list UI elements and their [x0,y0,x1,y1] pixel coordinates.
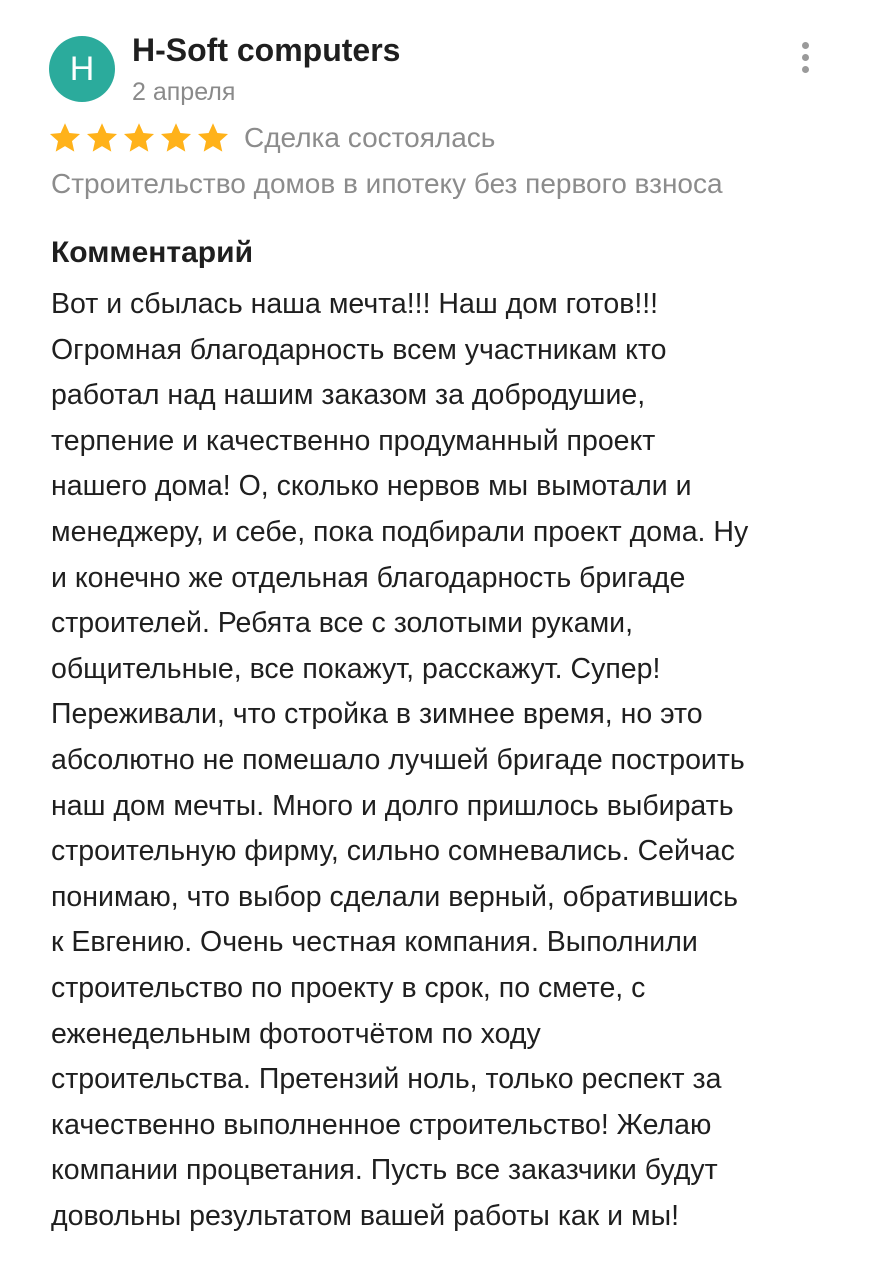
star-icon [48,121,82,155]
comment-line: еженедельным фотоотчётом по ходу [51,1017,541,1050]
comment-line: Переживали, что стройка в зимнее время, но это [51,698,703,731]
comment-line: строительство по проекту в срок, по смете, с [51,971,646,1004]
comment-line: компании процветания. Пусть все заказчики будут [51,1154,718,1187]
comment-line: к Евгению. Очень честная компания. Выполнили [51,926,698,959]
deal-status: Сделка состоялась [244,122,496,153]
star-rating [48,121,230,155]
star-icon [196,121,230,155]
more-options-button[interactable] [788,38,822,76]
comment-line: строителей. Ребята все с золотыми руками, [51,607,633,640]
comment-line: абсолютно не помешало лучшей бригаде построить [51,743,745,776]
rating-row [48,119,495,157]
comment-heading: Комментарий [51,236,254,269]
comment-line: довольны результатом вашей работы как и мы! [51,1199,679,1232]
comment-line: качественно выполненное строительство! Желаю [51,1108,712,1141]
comment-line: менеджеру, и себе, пока подбирали проект дома. Ну [51,515,749,548]
review-date: 2 апреля [132,78,236,106]
avatar[interactable]: H [49,36,115,102]
comment-line: Огромная благодарность всем участникам кто [51,333,667,366]
star-icon [122,121,156,155]
star-icon [159,121,193,155]
comment-line: наш дом мечты. Много и долго пришлось выбирать [51,789,734,822]
comment-line: нашего дома! О, сколько нервов мы вымотали и [51,470,692,503]
comment-line: и конечно же отдельная благодарность бригаде [51,561,686,594]
more-vertical-icon [802,42,809,49]
comment-line: терпение и качественно продуманный проект [51,424,656,457]
comment-line: строительную фирму, сильно сомневались. Сейчас [51,835,735,868]
comment-text [51,282,851,1239]
comment-line: Вот и сбылась наша мечта!!! Наш дом готов!!! [51,288,659,320]
author-name[interactable]: H-Soft computers [132,32,401,68]
comment-line: понимаю, что выбор сделали верный, обратившись [51,880,738,913]
star-icon [85,121,119,155]
comment-line: общительные, все покажут, расскажут. Супер! [51,652,661,685]
comment-line: строительства. Претензий ноль, только респект за [51,1063,722,1096]
comment-line: работал над нашим заказом за добродушие, [51,379,646,412]
review-topic: Строительство домов в ипотеку без первого взноса [51,168,723,199]
